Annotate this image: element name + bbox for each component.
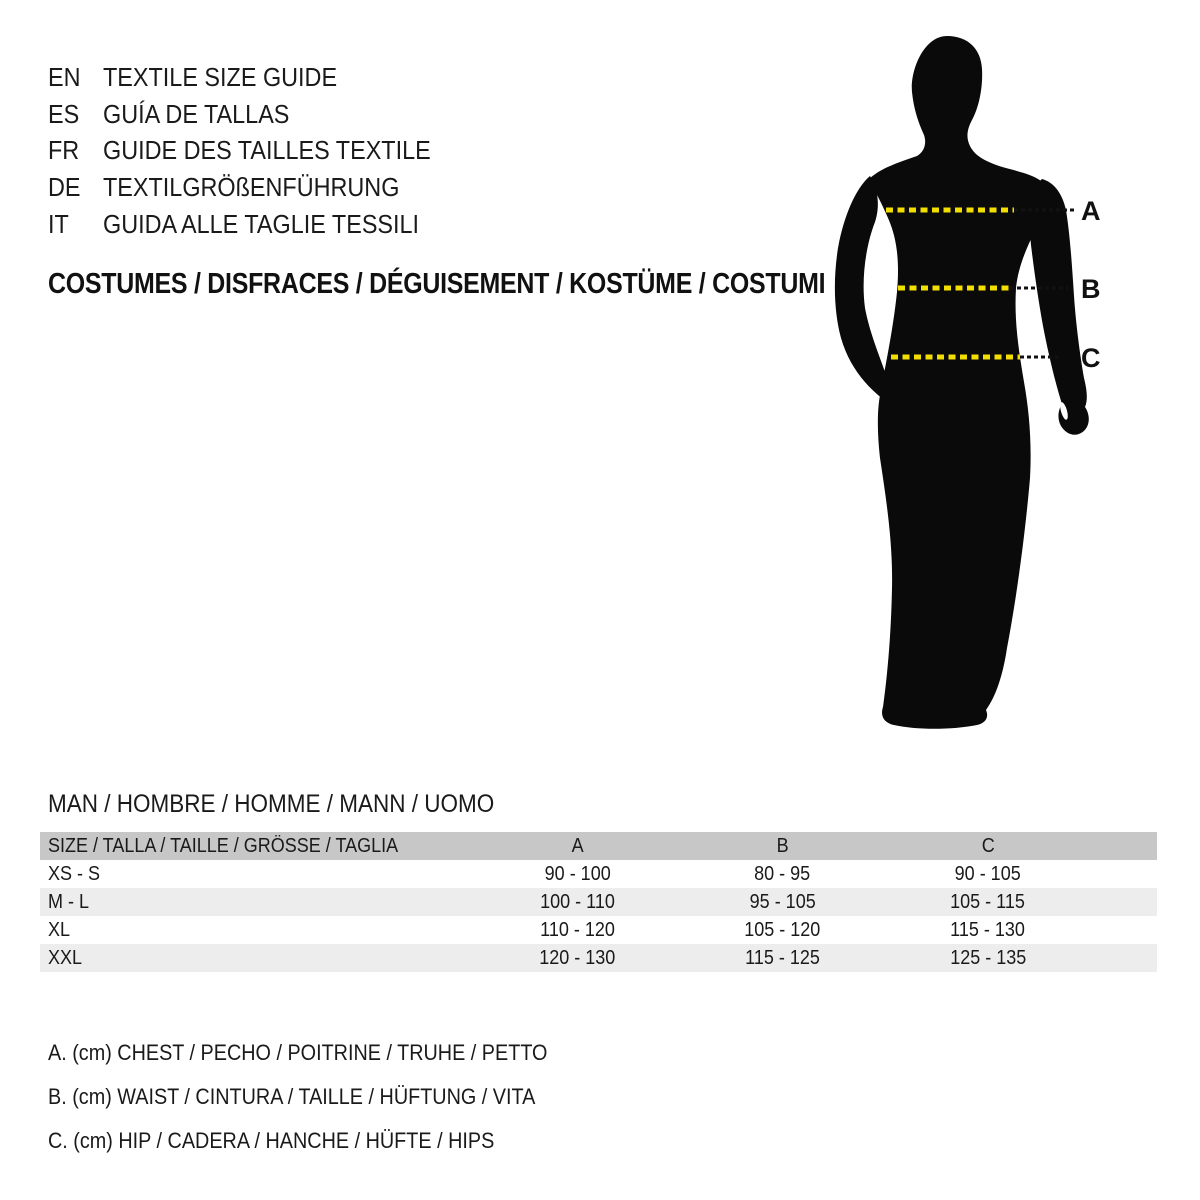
lang-row-fr [48,133,467,170]
size-label: XL [48,919,71,941]
legend-hip: C. (cm) HIP / CADERA / HANCHE / HÜFTE / HIPS [48,1128,495,1153]
table-row-xs-s [40,860,1157,888]
marker-c-label: C [1081,343,1101,373]
lang-code-es: ES [48,98,80,129]
marker-a-label: A [1081,196,1101,226]
size-label: M - L [48,891,90,913]
value-c: 115 - 130 [950,919,1026,941]
category-heading: COSTUMES / DISFRACES / DÉGUISEMENT / KOSTÜME / COSTUMI [48,268,826,300]
gender-section-heading: MAN / HOMBRE / HOMME / MANN / UOMO [48,790,495,818]
legend-waist: B. (cm) WAIST / CINTURA / TAILLE / HÜFTUNG / VITA [48,1084,536,1109]
lang-code-fr: FR [48,135,80,166]
size-table-header-row [40,832,1157,860]
header-col-b: B [776,835,789,857]
table-row-xxl [40,944,1157,972]
value-a: 120 - 130 [539,947,616,969]
header-size-label: SIZE / TALLA / TAILLE / GRÖSSE / TAGLIA [48,835,399,857]
header-col-c: C [981,835,995,857]
size-label: XS - S [48,863,101,885]
value-b: 105 - 120 [744,919,821,941]
value-c: 105 - 115 [950,891,1026,913]
man-silhouette-right-arm [1030,179,1089,435]
lang-row-de [48,169,467,206]
lang-title-es: GUÍA DE TALLAS [103,98,290,129]
table-row-m-l [40,888,1157,916]
size-table [40,832,1157,972]
lang-row-en [48,59,467,96]
size-label: XXL [48,947,83,969]
lang-title-de: TEXTILGRÖßENFÜHRUNG [103,172,400,203]
lang-title-fr: GUIDE DES TAILLES TEXTILE [103,135,431,166]
value-a: 90 - 100 [544,863,611,885]
man-silhouette-figure [820,30,1110,740]
language-title-list [48,59,467,243]
marker-b-label: B [1081,274,1101,304]
lang-code-en: EN [48,61,81,92]
table-row-xl [40,916,1157,944]
man-silhouette-body [868,36,1048,729]
lang-row-es [48,96,467,133]
measurement-legend [48,1031,603,1163]
value-a: 100 - 110 [540,891,615,913]
lang-row-it [48,206,467,243]
value-c: 90 - 105 [954,863,1022,885]
header-col-a: A [571,835,584,857]
value-b: 115 - 125 [745,947,820,969]
legend-chest: A. (cm) CHEST / PECHO / POITRINE / TRUHE / PETTO [48,1040,548,1065]
value-b: 80 - 95 [754,863,811,885]
lang-title-en: TEXTILE SIZE GUIDE [103,61,338,92]
value-c: 125 - 135 [949,947,1027,969]
value-a: 110 - 120 [540,919,615,941]
lang-code-it: IT [48,209,69,240]
lang-code-de: DE [48,172,81,203]
value-b: 95 - 105 [749,891,816,913]
lang-title-it: GUIDA ALLE TAGLIE TESSILI [103,209,420,240]
